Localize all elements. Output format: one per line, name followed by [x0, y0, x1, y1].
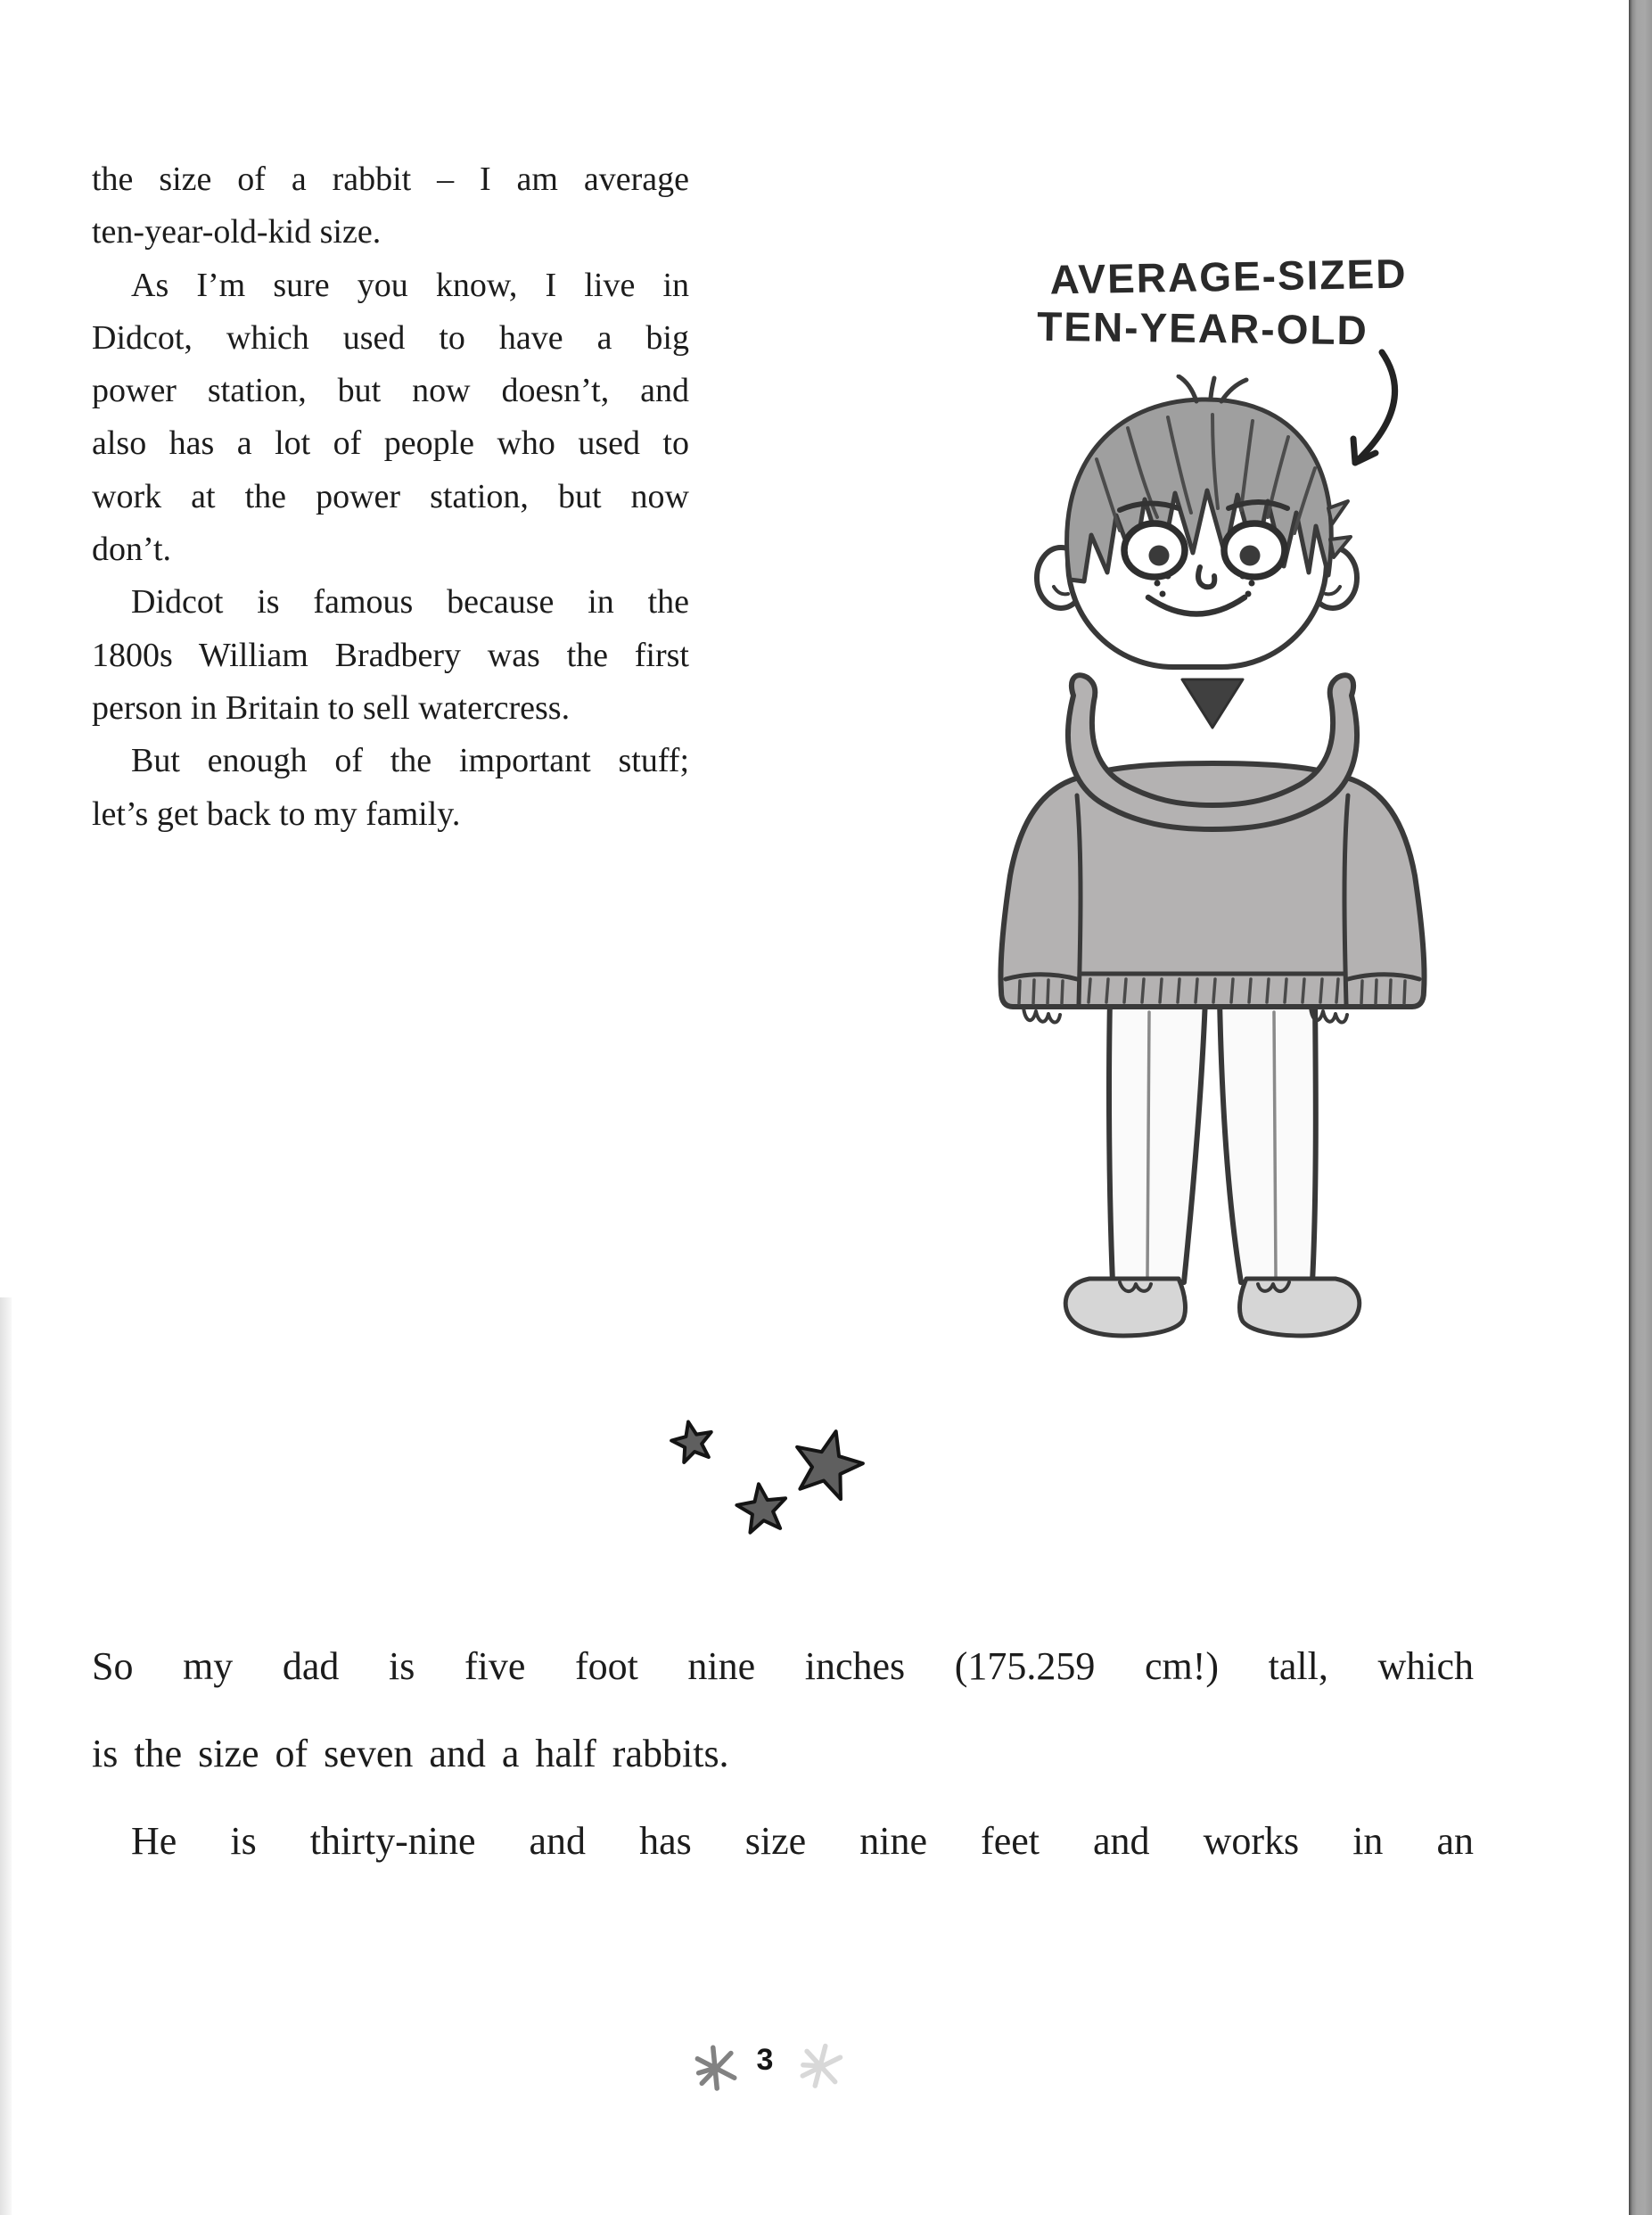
shirt-neck-triangle — [1182, 679, 1243, 728]
star-medium-icon — [735, 1480, 790, 1534]
star-large-icon — [787, 1423, 868, 1503]
text-line: Didcot is famous because in the — [131, 583, 689, 622]
sparkle-asterisk-right-icon — [796, 2039, 846, 2093]
text-line: As I’m sure you know, I live in — [131, 266, 689, 304]
sparkle-asterisk-left-icon — [693, 2042, 740, 2094]
page-edge-shadow-right — [1629, 0, 1652, 2215]
text-line: is the size of seven and a half rabbits. — [92, 1732, 729, 1775]
text-line: So my dad is five foot nine inches (175.259 cm!) tall, which — [92, 1644, 1474, 1688]
head — [1037, 376, 1357, 667]
text-line: let’s get back to my family. — [92, 795, 461, 833]
body-text-left-column — [92, 153, 689, 841]
trouser-crease-right — [1274, 1012, 1276, 1277]
text-line: But enough of the important stuff; — [131, 742, 689, 780]
text-line: Didcot, which used to have a big — [92, 318, 689, 357]
text-line: work at the power station, but now — [92, 477, 689, 515]
text-line: also has a lot of people who used to — [92, 424, 689, 463]
caption-line-2: TEN-YEAR-OLD — [1036, 302, 1369, 354]
text-line: power station, but now doesn’t, and — [92, 372, 689, 410]
body-text-bottom-section — [92, 1623, 1474, 1885]
hand-left — [1023, 1008, 1060, 1023]
trousers — [1109, 999, 1316, 1282]
text-line: person in Britain to sell watercress. — [92, 688, 571, 727]
trouser-leg-right — [1220, 999, 1316, 1282]
hoodie-body — [1000, 763, 1424, 1007]
page-edge-shadow-left — [0, 1297, 12, 2215]
text-line: 1800s William Bradbery was the first — [92, 636, 689, 674]
text-line: the size of a rabbit – I am average — [92, 161, 689, 198]
trouser-leg-left — [1109, 999, 1205, 1282]
pupil-left — [1149, 546, 1170, 566]
shoes — [1065, 1279, 1359, 1336]
page-number: 3 — [756, 2043, 774, 2077]
star-small-icon — [669, 1418, 717, 1464]
text-line: He is thirty-nine and has size nine feet and works in an — [131, 1819, 1474, 1863]
hoodie — [1000, 675, 1424, 1022]
illustration-caption — [1023, 251, 1434, 354]
text-line: don’t. — [92, 531, 172, 569]
hair-tuft — [1179, 376, 1246, 401]
pupil-right — [1240, 546, 1261, 566]
caption-line-1: AVERAGE-SIZED — [1049, 250, 1408, 303]
boy-illustration — [945, 375, 1480, 1355]
star-doodles — [642, 1387, 918, 1610]
text-line: ten-year-old-kid size. — [92, 213, 382, 251]
shoe-left — [1065, 1279, 1185, 1336]
trouser-crease-left — [1147, 1012, 1149, 1277]
